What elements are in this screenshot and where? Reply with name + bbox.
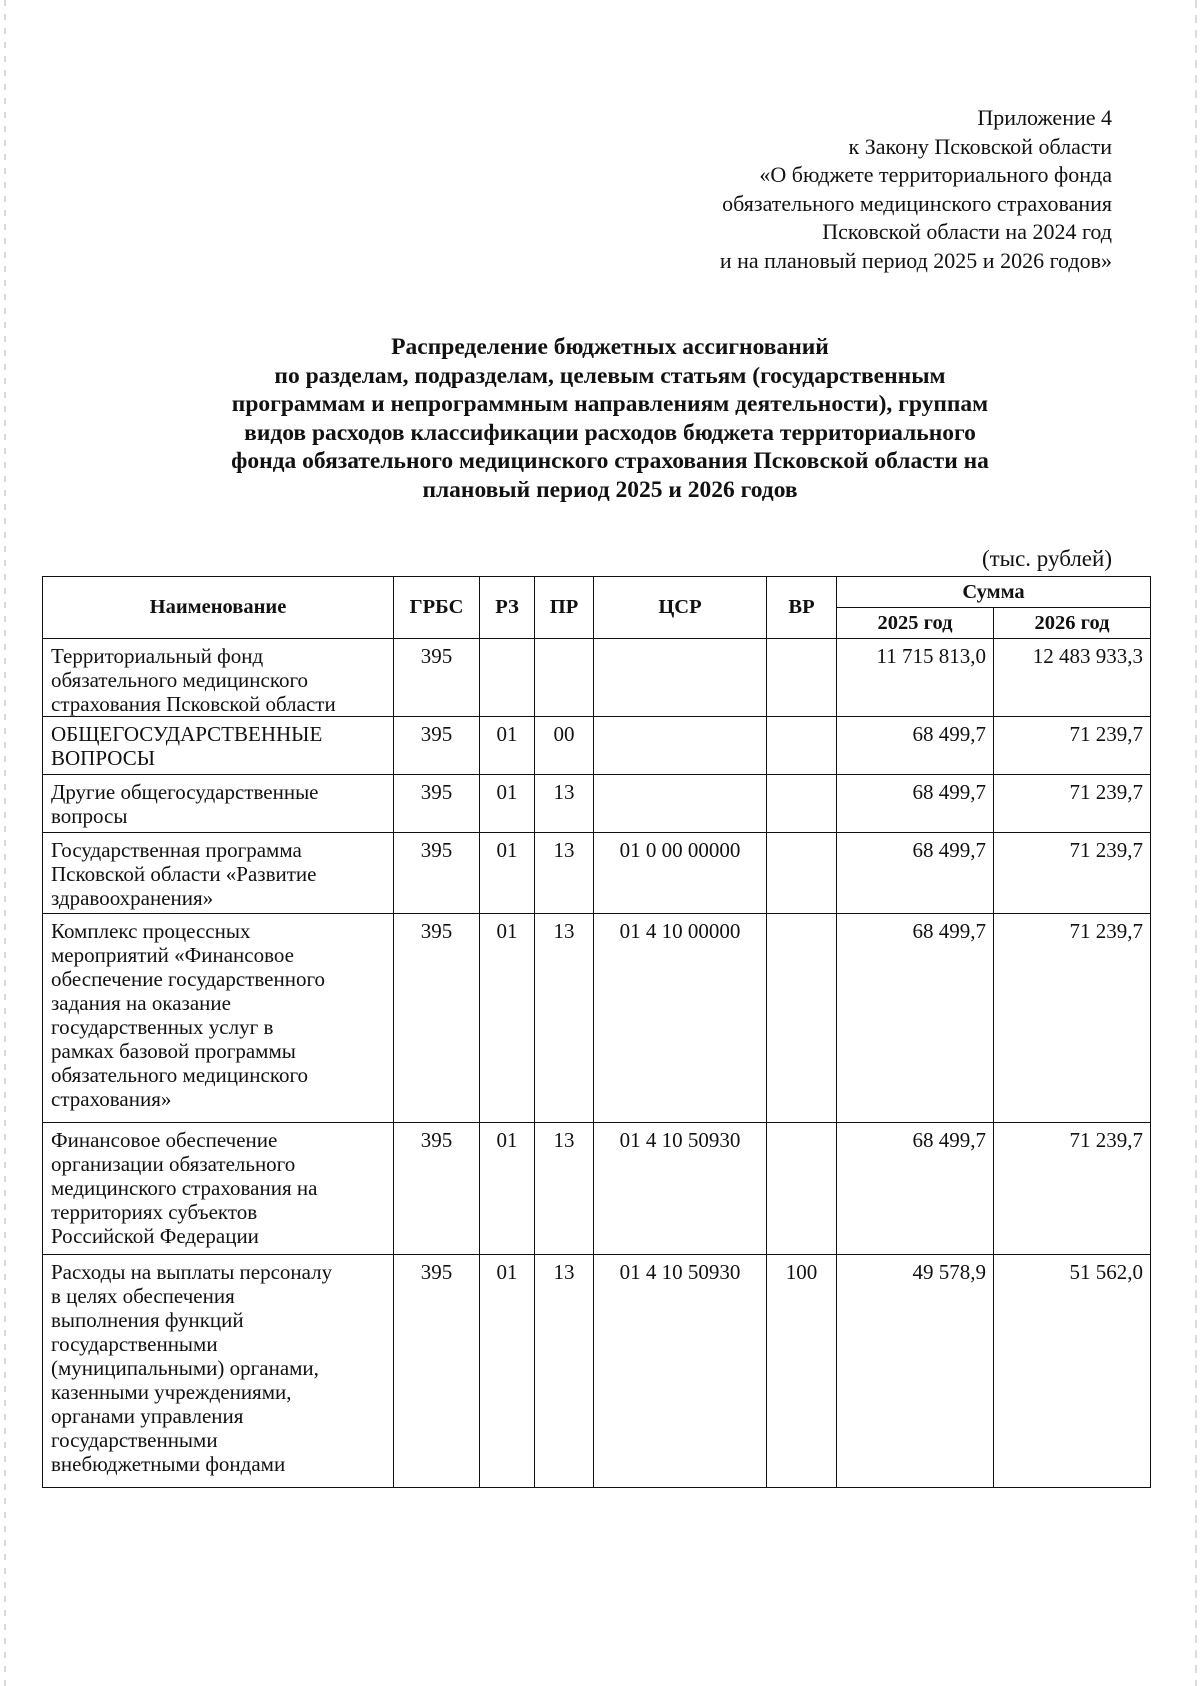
cell-2026: 71 239,7: [994, 833, 1151, 914]
name-line: вопросы: [51, 804, 128, 828]
name-line: казенными учреждениями,: [51, 1380, 292, 1404]
cell-2026: 71 239,7: [994, 914, 1151, 1123]
scan-edge-right: [1195, 0, 1197, 1686]
name-line: страхования Псковской области: [51, 692, 336, 716]
cell-vr: [767, 914, 837, 1123]
cell-name: [43, 639, 394, 717]
name-line: Расходы на выплаты персоналу: [51, 1260, 333, 1284]
cell-pr: 13: [535, 833, 594, 914]
name-line: мероприятий «Финансовое: [51, 943, 294, 967]
cell-csr: 01 4 10 50930: [594, 1123, 767, 1255]
name-line: в целях обеспечения: [51, 1284, 235, 1308]
cell-csr: 01 4 10 00000: [594, 914, 767, 1123]
cell-name: [43, 1123, 394, 1255]
name-line: задания на оказание: [51, 991, 231, 1015]
scan-edge-left: [4, 0, 6, 1686]
name-line: государственными: [51, 1332, 218, 1356]
cell-rz: [480, 639, 535, 717]
name-line: обязательного медицинского: [51, 668, 309, 692]
header-grbs: ГРБС: [394, 577, 480, 639]
table-row: [43, 717, 1151, 775]
header-vr: ВР: [767, 577, 837, 639]
name-line: страхования»: [51, 1087, 172, 1111]
cell-csr: [594, 639, 767, 717]
header-csr: ЦСР: [594, 577, 767, 639]
name-line: органами управления: [51, 1404, 244, 1428]
name-line: внебюджетными фондами: [51, 1452, 286, 1476]
name-line: выполнения функций: [51, 1308, 244, 1332]
cell-2025: 68 499,7: [837, 717, 994, 775]
name-line: ОБЩЕГОСУДАРСТВЕННЫЕ: [51, 722, 323, 746]
cell-2026: 71 239,7: [994, 775, 1151, 833]
cell-rz: 01: [480, 1123, 535, 1255]
cell-grbs: 395: [394, 639, 480, 717]
cell-csr: [594, 775, 767, 833]
title-line: по разделам, подразделам, целевым статьям (государственным: [274, 362, 946, 389]
name-line: (муниципальными) органами,: [51, 1356, 319, 1380]
cell-grbs: 395: [394, 1123, 480, 1255]
cell-2025: 68 499,7: [837, 914, 994, 1123]
name-line: Территориальный фонд: [51, 644, 264, 668]
cell-2026: 12 483 933,3: [994, 639, 1151, 717]
cell-pr: 13: [535, 1255, 594, 1488]
cell-pr: 13: [535, 914, 594, 1123]
name-line: обеспечение государственного: [51, 967, 326, 991]
cell-2025: 11 715 813,0: [837, 639, 994, 717]
appendix-line: к Закону Псковской области: [848, 133, 1112, 159]
cell-2025: 68 499,7: [837, 775, 994, 833]
cell-vr: 100: [767, 1255, 837, 1488]
title-line: Распределение бюджетных ассигнований: [391, 334, 829, 360]
name-line: Российской Федерации: [51, 1224, 259, 1248]
cell-pr: 13: [535, 1123, 594, 1255]
cell-pr: 13: [535, 775, 594, 833]
table-row: [43, 639, 1151, 717]
title-line: плановый период 2025 и 2026 годов: [422, 476, 798, 503]
cell-name: [43, 717, 394, 775]
table-row: [43, 1123, 1151, 1255]
table-row: [43, 1255, 1151, 1488]
cell-csr: 01 0 00 00000: [594, 833, 767, 914]
cell-grbs: 395: [394, 833, 480, 914]
cell-2025: 49 578,9: [837, 1255, 994, 1488]
cell-vr: [767, 775, 837, 833]
cell-2025: 68 499,7: [837, 833, 994, 914]
cell-grbs: 395: [394, 717, 480, 775]
header-rz: РЗ: [480, 577, 535, 639]
name-line: территориях субъектов: [51, 1200, 258, 1224]
cell-rz: 01: [480, 775, 535, 833]
cell-2026: 51 562,0: [994, 1255, 1151, 1488]
cell-2026: 71 239,7: [994, 1123, 1151, 1255]
name-line: Псковской области «Развитие: [51, 862, 317, 886]
name-line: Другие общегосударственные: [51, 780, 319, 804]
cell-rz: 01: [480, 914, 535, 1123]
name-line: медицинского страхования на: [51, 1176, 318, 1200]
cell-grbs: 395: [394, 775, 480, 833]
table-header-row: [43, 577, 1151, 608]
document-title: [130, 333, 1090, 505]
cell-pr: 00: [535, 717, 594, 775]
table-row: [43, 833, 1151, 914]
cell-rz: 01: [480, 833, 535, 914]
appendix-line: Приложение 4: [977, 105, 1112, 130]
units-label: (тыс. рублей): [981, 546, 1112, 571]
appendix-note: [552, 104, 1112, 276]
appendix-line: Псковской области на 2024 год: [822, 219, 1112, 245]
cell-grbs: 395: [394, 1255, 480, 1488]
cell-rz: 01: [480, 1255, 535, 1488]
appendix-line: «О бюджете территориального фонда: [759, 162, 1112, 188]
cell-vr: [767, 717, 837, 775]
header-2026: 2026 год: [994, 608, 1151, 639]
cell-csr: 01 4 10 50930: [594, 1255, 767, 1488]
cell-rz: 01: [480, 717, 535, 775]
table-row: [43, 914, 1151, 1123]
budget-table: [42, 576, 1151, 1488]
name-line: рамках базовой программы: [51, 1039, 296, 1063]
cell-name: [43, 1255, 394, 1488]
title-line: программам и непрограммным направлениям деятельности), группам: [231, 391, 989, 418]
name-line: обязательного медицинского: [51, 1063, 309, 1087]
name-line: государственными: [51, 1428, 218, 1452]
name-line: Государственная программа: [51, 838, 302, 862]
cell-name: [43, 914, 394, 1123]
cell-name: [43, 833, 394, 914]
cell-vr: [767, 639, 837, 717]
name-line: организации обязательного: [51, 1152, 296, 1176]
cell-pr: [535, 639, 594, 717]
appendix-line: обязательного медицинского страхования: [722, 190, 1112, 216]
name-line: ВОПРОСЫ: [51, 746, 156, 770]
header-2025: 2025 год: [837, 608, 994, 639]
name-line: Финансовое обеспечение: [51, 1128, 278, 1152]
table-row: [43, 775, 1151, 833]
title-line: видов расходов классификации расходов бюджета территориального: [244, 419, 976, 446]
name-line: Комплекс процессных: [51, 919, 251, 943]
name-line: здравоохранения»: [51, 886, 214, 910]
cell-2025: 68 499,7: [837, 1123, 994, 1255]
header-name: Наименование: [43, 577, 394, 639]
cell-2026: 71 239,7: [994, 717, 1151, 775]
cell-csr: [594, 717, 767, 775]
header-sum: Сумма: [837, 577, 1151, 608]
header-pr: ПР: [535, 577, 594, 639]
cell-vr: [767, 833, 837, 914]
cell-grbs: 395: [394, 914, 480, 1123]
cell-vr: [767, 1123, 837, 1255]
title-line: фонда обязательного медицинского страхования Псковской области на: [231, 448, 989, 475]
name-line: государственных услуг в: [51, 1015, 274, 1039]
appendix-line: и на плановый период 2025 и 2026 годов»: [719, 247, 1112, 273]
cell-name: [43, 775, 394, 833]
